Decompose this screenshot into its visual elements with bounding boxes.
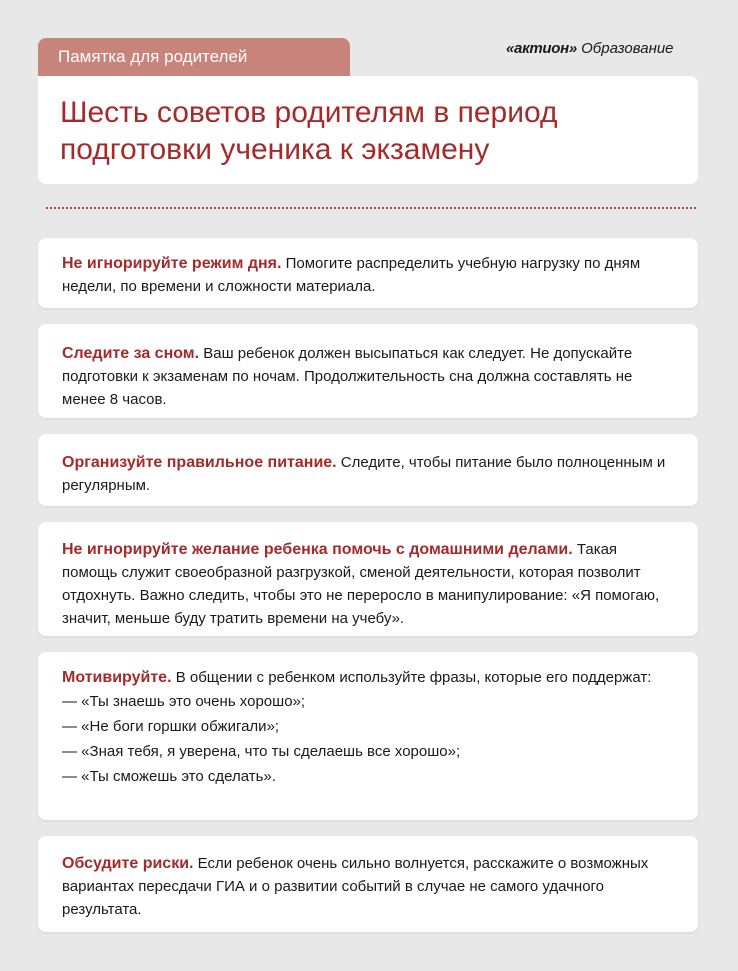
- list-item: — «Не боги горшки обжигали»;: [62, 718, 280, 735]
- tip-text: [62, 342, 674, 411]
- tip-card-6: [38, 836, 698, 932]
- tip-body: Ваш ребенок должен высыпаться как следует. Не допускайте подготовки к экзаменам по ночам. Продолжительность сна должна составлять не менее 8 часов.: [62, 345, 633, 408]
- tip-lead: Организуйте правильное питание.: [62, 454, 337, 471]
- dotted-divider: [46, 207, 696, 209]
- brand-logo: [506, 38, 674, 60]
- tip-lead: Следите за сном.: [62, 345, 200, 362]
- tip-body: Следите, чтобы питание было полноценным и регулярным.: [62, 454, 666, 494]
- tip-body: Если ребенок очень сильно волнуется, расскажите о возможных вариантах пересдачи ГИА и о развитии событий в случае не самого удачного результата.: [62, 855, 649, 918]
- brand-text: Образование: [581, 40, 674, 57]
- list-item: — «Ты сможешь это сделать».: [62, 768, 276, 785]
- tip-lead: Не игнорируйте режим дня.: [62, 255, 282, 272]
- phrase-list: [62, 689, 674, 789]
- title-card: [38, 76, 698, 184]
- list-item: — «Ты знаешь это очень хорошо»;: [62, 693, 306, 710]
- tip-text: [62, 538, 674, 630]
- tip-text: [62, 666, 674, 689]
- tip-lead: Не игнорируйте желание ребенка помочь с домашними делами.: [62, 541, 573, 558]
- tip-text: [62, 852, 674, 921]
- page-title: Шесть советов родителям в период подготовки ученика к экзамену: [60, 96, 558, 166]
- tip-card-2: [38, 324, 698, 418]
- tip-card-4: [38, 522, 698, 636]
- header-tab: Памятка для родителей: [38, 38, 350, 76]
- list-item: — «Зная тебя, я уверена, что ты сделаешь все хорошо»;: [62, 743, 461, 760]
- tip-text: [62, 252, 674, 298]
- tip-card-1: [38, 238, 698, 308]
- tip-body: В общении с ребенком используйте фразы, которые его поддержат:: [175, 669, 652, 686]
- tip-card-3: [38, 434, 698, 506]
- tip-lead: Обсудите риски.: [62, 855, 194, 872]
- brand-mark: «актион»: [506, 40, 577, 57]
- tip-lead: Мотивируйте.: [62, 669, 172, 686]
- tip-body: Помогите распределить учебную нагрузку по дням недели, по времени и сложности материала.: [62, 255, 641, 295]
- tip-text: [62, 451, 674, 497]
- tip-body: Такая помощь служит своеобразной разгрузкой, сменой деятельности, которая позволит отдохнуть. Важно следить, чтобы это не переросло в манипулирование: «Я помогаю, значит, меньше буду тратить времени на учебу».: [62, 541, 660, 627]
- tip-card-5: [38, 652, 698, 820]
